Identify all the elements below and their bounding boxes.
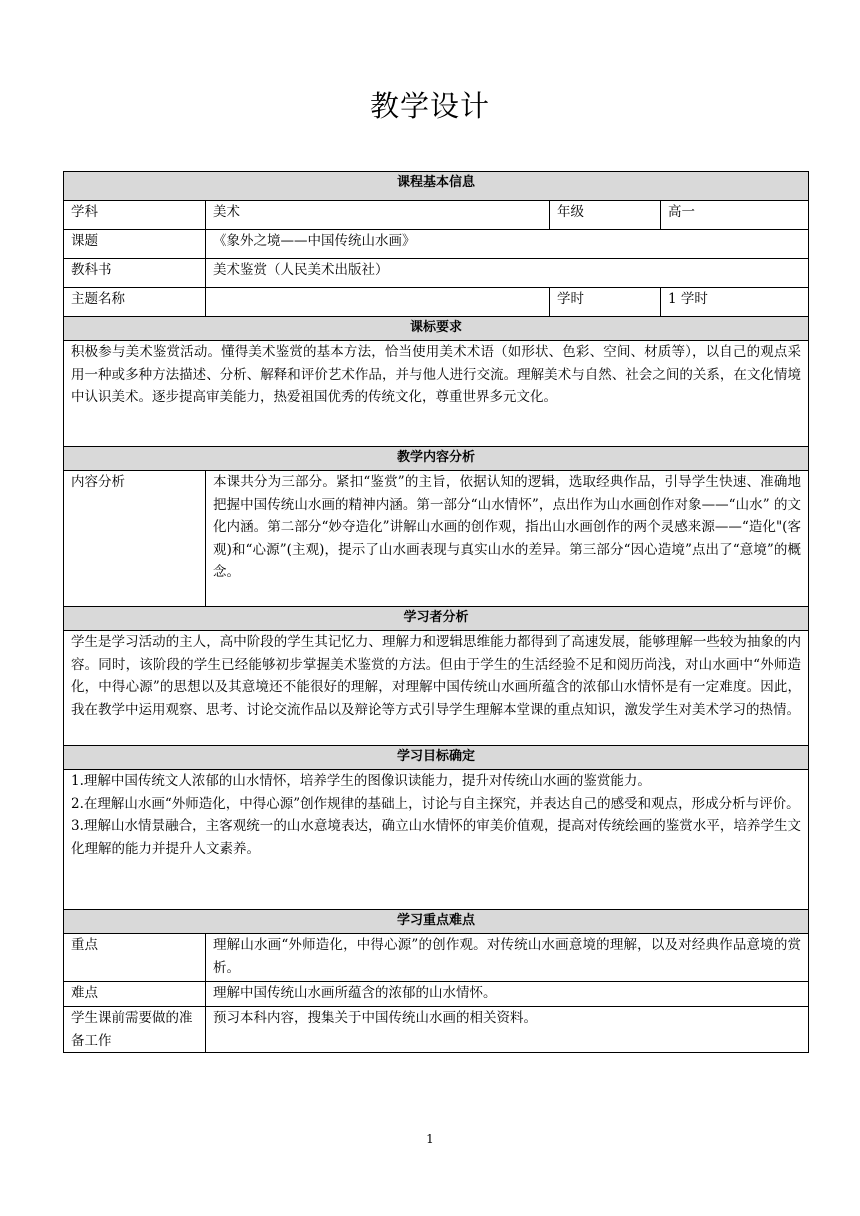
learners-text: 学生是学习活动的主人，高中阶段的学生其记忆力、理解力和逻辑思维能力都得到了高速发展，能够理解一些较为抽象的内容。同时，该阶段的学生已经能够初步掌握美术鉴赏的方法。但由于学生的生活经验不足和阅历尚浅，对山水画中“外师造化，中得心源”的思想以及其意境还不能很好的理解，对理解中国传统山水画所蕴含的浓郁山水情怀是有一定难度。因此，我在教学中运用观察、思考、讨论交流作品以及辩论等方式引导学生理解本堂课的重点知识，激发学生对美术学习的热情。 bbox=[64, 631, 809, 746]
content-analysis-label: 内容分析 bbox=[64, 471, 206, 607]
content-analysis-text: 本课共分为三部分。紧扣“鉴赏”的主旨，依据认知的逻辑，选取经典作品，引导学生快速、准确地把握中国传统山水画的精神内涵。第一部分“山水情怀”，点出作为山水画创作对象——“山水” 的文化内涵。第二部分“妙夺造化”讲解山水画的创作观，指出山水画创作的两个灵感来源——“造化"(客观)和“心源”(主观)，提示了山水画表现与真实山水的差异。第三部分“因心造境”点出了“意境”的概念。 bbox=[206, 471, 809, 607]
theme-value bbox=[206, 288, 550, 317]
focus-text: 理解山水画“外师造化，中得心源”的创作观。对传统山水画意境的理解，以及对经典作品意境的赏析。 bbox=[206, 934, 809, 982]
objective-item: 1.理解中国传统文人浓郁的山水情怀，培养学生的图像识读能力，提升对传统山水画的鉴赏能力。 bbox=[71, 773, 651, 789]
objectives-list bbox=[64, 770, 809, 910]
page-number: 1 bbox=[426, 1132, 434, 1146]
subject-label: 学科 bbox=[64, 201, 206, 230]
section-header-keypoints: 学习重点难点 bbox=[64, 910, 809, 934]
section-header-learners: 学习者分析 bbox=[64, 607, 809, 631]
preparation-label: 学生课前需要做的准备工作 bbox=[64, 1007, 206, 1053]
section-header-content: 教学内容分析 bbox=[64, 447, 809, 471]
grade-value: 高一 bbox=[661, 201, 809, 230]
hours-value: 1 学时 bbox=[661, 288, 809, 317]
theme-label: 主题名称 bbox=[64, 288, 206, 317]
grade-label: 年级 bbox=[550, 201, 661, 230]
hours-label: 学时 bbox=[550, 288, 661, 317]
topic-label: 课题 bbox=[64, 230, 206, 259]
topic-value: 《象外之境——中国传统山水画》 bbox=[206, 230, 809, 259]
section-header-basic: 课程基本信息 bbox=[64, 172, 809, 201]
textbook-label: 教科书 bbox=[64, 259, 206, 288]
difficulty-text: 理解中国传统山水画所蕴含的浓郁的山水情怀。 bbox=[206, 982, 809, 1007]
standards-text: 积极参与美术鉴赏活动。懂得美术鉴赏的基本方法，恰当使用美术术语（如形状、色彩、空间、材质等），以自己的观点采用一种或多种方法描述、分析、解释和评价艺术作品，并与他人进行交流。理解美术与自然、社会之间的关系，在文化情境中认识美术。逐步提高审美能力，热爱祖国优秀的传统文化，尊重世界多元文化。 bbox=[64, 341, 809, 447]
preparation-text: 预习本科内容，搜集关于中国传统山水画的相关资料。 bbox=[206, 1007, 809, 1053]
difficulty-label: 难点 bbox=[64, 982, 206, 1007]
lesson-design-table bbox=[63, 171, 809, 1053]
objective-item: 2.在理解山水画“外师造化，中得心源”创作规律的基础上，讨论与自主探究，并表达自己的感受和观点，形成分析与评价。 bbox=[71, 795, 800, 812]
focus-label: 重点 bbox=[64, 934, 206, 982]
subject-value: 美术 bbox=[206, 201, 550, 230]
objective-item: 3.理解山水情景融合，主客观统一的山水意境表达，确立山水情怀的审美价值观，提高对传统绘画的鉴赏水平，培养学生文化理解的能力并提升人文素养。 bbox=[71, 818, 802, 857]
section-header-standards: 课标要求 bbox=[64, 317, 809, 341]
textbook-value: 美术鉴赏（人民美术出版社） bbox=[206, 259, 809, 288]
section-header-objectives: 学习目标确定 bbox=[64, 746, 809, 770]
document-title: 教学设计 bbox=[369, 89, 490, 123]
